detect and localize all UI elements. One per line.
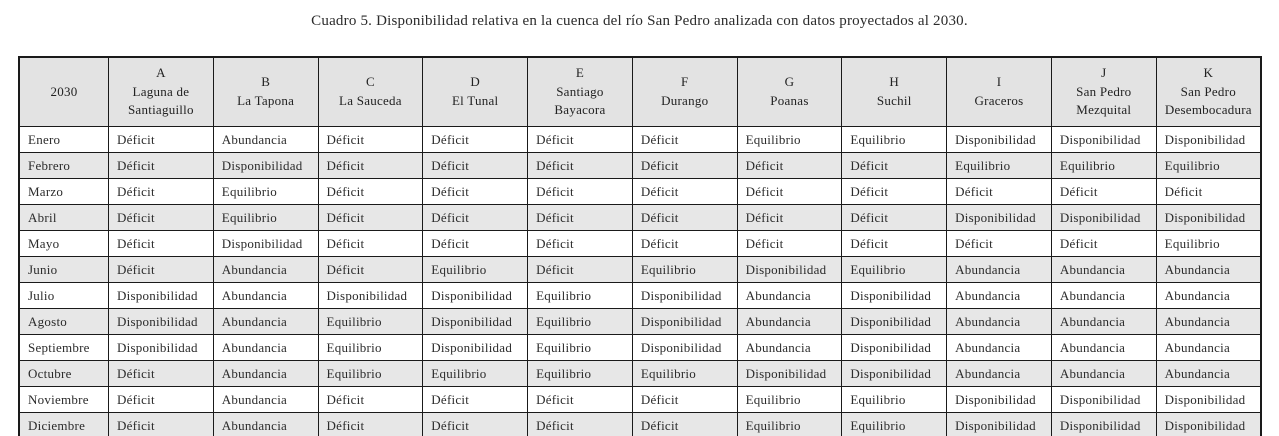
value-cell: Disponibilidad [947, 127, 1052, 153]
value-cell: Abundancia [737, 283, 842, 309]
value-cell: Equilibrio [737, 413, 842, 436]
value-cell: Abundancia [1051, 309, 1156, 335]
value-cell: Abundancia [1156, 309, 1261, 335]
value-cell: Déficit [318, 153, 423, 179]
value-cell: Abundancia [737, 309, 842, 335]
value-cell: Déficit [109, 257, 214, 283]
column-letter: H [889, 74, 900, 90]
column-letter: A [156, 64, 166, 80]
value-cell: Abundancia [947, 335, 1052, 361]
table-row [19, 153, 1261, 179]
value-cell: Déficit [109, 205, 214, 231]
column-letter: K [1203, 64, 1214, 80]
value-cell: Déficit [737, 153, 842, 179]
table-row [19, 309, 1261, 335]
value-cell: Déficit [842, 231, 947, 257]
header-row [19, 57, 1261, 127]
month-cell: Abril [19, 205, 109, 231]
month-cell: Febrero [19, 153, 109, 179]
value-cell: Abundancia [1156, 257, 1261, 283]
value-cell: Abundancia [1156, 283, 1261, 309]
month-cell: Octubre [19, 361, 109, 387]
column-letter: E [575, 64, 585, 80]
month-cell: Noviembre [19, 387, 109, 413]
value-cell: Déficit [109, 127, 214, 153]
value-cell: Abundancia [213, 257, 318, 283]
column-header-year: 2030 [19, 57, 109, 127]
column-letter: B [261, 74, 271, 90]
table-row [19, 335, 1261, 361]
value-cell: Déficit [842, 205, 947, 231]
column-name: Suchil [876, 93, 912, 108]
value-cell: Equilibrio [1156, 231, 1261, 257]
value-cell: Equilibrio [213, 179, 318, 205]
table-row [19, 231, 1261, 257]
value-cell: Déficit [318, 257, 423, 283]
value-cell: Déficit [109, 153, 214, 179]
month-cell: Junio [19, 257, 109, 283]
value-cell: Abundancia [213, 361, 318, 387]
value-cell: Abundancia [213, 413, 318, 436]
value-cell: Disponibilidad [842, 335, 947, 361]
value-cell: Disponibilidad [632, 309, 737, 335]
value-cell: Equilibrio [1156, 153, 1261, 179]
value-cell: Equilibrio [318, 335, 423, 361]
column-letter: F [680, 74, 689, 90]
value-cell: Déficit [528, 413, 633, 436]
value-cell: Disponibilidad [1051, 205, 1156, 231]
value-cell: Déficit [318, 127, 423, 153]
value-cell: Abundancia [1051, 257, 1156, 283]
value-cell: Déficit [528, 387, 633, 413]
value-cell: Equilibrio [423, 257, 528, 283]
value-cell: Equilibrio [318, 309, 423, 335]
column-letter: G [784, 74, 795, 90]
column-header-j [1051, 57, 1156, 127]
value-cell: Abundancia [947, 283, 1052, 309]
value-cell: Disponibilidad [213, 153, 318, 179]
column-header-i [947, 57, 1052, 127]
value-cell: Equilibrio [1051, 153, 1156, 179]
value-cell: Déficit [109, 179, 214, 205]
table-row [19, 127, 1261, 153]
value-cell: Equilibrio [842, 127, 947, 153]
value-cell: Disponibilidad [1051, 387, 1156, 413]
value-cell: Equilibrio [842, 413, 947, 436]
value-cell: Disponibilidad [213, 231, 318, 257]
value-cell: Déficit [528, 179, 633, 205]
value-cell: Equilibrio [842, 257, 947, 283]
value-cell: Déficit [423, 179, 528, 205]
value-cell: Disponibilidad [423, 335, 528, 361]
value-cell: Abundancia [213, 387, 318, 413]
value-cell: Déficit [423, 205, 528, 231]
value-cell: Equilibrio [737, 387, 842, 413]
value-cell: Déficit [318, 231, 423, 257]
value-cell: Déficit [632, 179, 737, 205]
column-name: Laguna de Santiaguillo [127, 83, 194, 118]
value-cell: Déficit [109, 361, 214, 387]
value-cell: Disponibilidad [632, 283, 737, 309]
value-cell: Déficit [632, 127, 737, 153]
column-header-b [213, 57, 318, 127]
value-cell: Disponibilidad [1156, 127, 1261, 153]
value-cell: Déficit [423, 127, 528, 153]
value-cell: Disponibilidad [109, 335, 214, 361]
value-cell: Disponibilidad [1156, 387, 1261, 413]
column-name: Durango [661, 93, 709, 108]
value-cell: Déficit [528, 231, 633, 257]
value-cell: Equilibrio [528, 361, 633, 387]
value-cell: Déficit [318, 413, 423, 436]
value-cell: Abundancia [947, 361, 1052, 387]
table-row [19, 387, 1261, 413]
month-cell: Mayo [19, 231, 109, 257]
value-cell: Déficit [737, 205, 842, 231]
column-header-g [737, 57, 842, 127]
value-cell: Abundancia [737, 335, 842, 361]
month-cell: Julio [19, 283, 109, 309]
column-header-d [423, 57, 528, 127]
value-cell: Déficit [632, 231, 737, 257]
value-cell: Déficit [423, 153, 528, 179]
value-cell: Déficit [1051, 231, 1156, 257]
column-name: La Sauceda [339, 93, 402, 108]
month-cell: Marzo [19, 179, 109, 205]
availability-table [18, 56, 1262, 436]
value-cell: Déficit [1051, 179, 1156, 205]
column-header-k [1156, 57, 1261, 127]
month-cell: Diciembre [19, 413, 109, 436]
value-cell: Déficit [528, 127, 633, 153]
value-cell: Déficit [528, 205, 633, 231]
value-cell: Déficit [109, 231, 214, 257]
column-header-h [842, 57, 947, 127]
value-cell: Déficit [947, 179, 1052, 205]
table-row [19, 413, 1261, 436]
table-row [19, 205, 1261, 231]
value-cell: Disponibilidad [947, 413, 1052, 436]
value-cell: Disponibilidad [1051, 413, 1156, 436]
column-header-a [109, 57, 214, 127]
value-cell: Equilibrio [737, 127, 842, 153]
column-header-e [528, 57, 633, 127]
column-letter: J [1101, 64, 1107, 80]
value-cell: Disponibilidad [737, 361, 842, 387]
column-name: Poanas [770, 93, 809, 108]
column-letter: C [365, 74, 375, 90]
value-cell: Déficit [109, 413, 214, 436]
value-cell: Abundancia [1051, 361, 1156, 387]
month-cell: Agosto [19, 309, 109, 335]
column-letter: D [470, 74, 480, 90]
value-cell: Disponibilidad [318, 283, 423, 309]
value-cell: Déficit [528, 153, 633, 179]
value-cell: Disponibilidad [1156, 205, 1261, 231]
value-cell: Disponibilidad [109, 283, 214, 309]
value-cell: Equilibrio [947, 153, 1052, 179]
value-cell: Abundancia [1051, 283, 1156, 309]
value-cell: Déficit [632, 205, 737, 231]
value-cell: Déficit [632, 413, 737, 436]
value-cell: Abundancia [213, 335, 318, 361]
column-header-c [318, 57, 423, 127]
value-cell: Disponibilidad [423, 283, 528, 309]
table-body [19, 127, 1261, 436]
table-header [19, 57, 1261, 127]
table-row [19, 257, 1261, 283]
value-cell: Equilibrio [528, 335, 633, 361]
value-cell: Déficit [632, 387, 737, 413]
table-row [19, 179, 1261, 205]
value-cell: Equilibrio [213, 205, 318, 231]
value-cell: Abundancia [213, 283, 318, 309]
value-cell: Equilibrio [318, 361, 423, 387]
value-cell: Déficit [842, 153, 947, 179]
value-cell: Déficit [947, 231, 1052, 257]
value-cell: Déficit [109, 387, 214, 413]
value-cell: Disponibilidad [842, 283, 947, 309]
value-cell: Disponibilidad [632, 335, 737, 361]
value-cell: Equilibrio [632, 257, 737, 283]
value-cell: Déficit [423, 413, 528, 436]
month-cell: Septiembre [19, 335, 109, 361]
value-cell: Disponibilidad [1051, 127, 1156, 153]
value-cell: Disponibilidad [947, 205, 1052, 231]
value-cell: Déficit [632, 153, 737, 179]
value-cell: Déficit [423, 387, 528, 413]
value-cell: Déficit [318, 387, 423, 413]
value-cell: Abundancia [1156, 335, 1261, 361]
value-cell: Disponibilidad [947, 387, 1052, 413]
value-cell: Abundancia [1051, 335, 1156, 361]
value-cell: Déficit [318, 179, 423, 205]
value-cell: Disponibilidad [1156, 413, 1261, 436]
month-cell: Enero [19, 127, 109, 153]
value-cell: Equilibrio [842, 387, 947, 413]
value-cell: Abundancia [1156, 361, 1261, 387]
column-name: La Tapona [237, 93, 295, 108]
value-cell: Equilibrio [528, 309, 633, 335]
column-name: Graceros [974, 93, 1024, 108]
column-name: El Tunal [451, 93, 499, 108]
value-cell: Déficit [318, 205, 423, 231]
column-header-f [632, 57, 737, 127]
value-cell: Déficit [1156, 179, 1261, 205]
value-cell: Abundancia [213, 309, 318, 335]
value-cell: Déficit [423, 231, 528, 257]
value-cell: Déficit [737, 179, 842, 205]
column-name: San Pedro Mezquital [1076, 83, 1132, 118]
value-cell: Disponibilidad [842, 361, 947, 387]
value-cell: Equilibrio [632, 361, 737, 387]
value-cell: Déficit [737, 231, 842, 257]
value-cell: Abundancia [947, 309, 1052, 335]
column-letter: I [996, 74, 1002, 90]
value-cell: Abundancia [947, 257, 1052, 283]
table-row [19, 361, 1261, 387]
value-cell: Disponibilidad [109, 309, 214, 335]
table-row [19, 283, 1261, 309]
value-cell: Abundancia [213, 127, 318, 153]
column-name: Santiago Bayacora [554, 83, 606, 118]
value-cell: Déficit [842, 179, 947, 205]
value-cell: Equilibrio [423, 361, 528, 387]
value-cell: Déficit [528, 257, 633, 283]
value-cell: Disponibilidad [737, 257, 842, 283]
column-name: San Pedro Desembocadura [1164, 83, 1252, 118]
table-title: Cuadro 5. Disponibilidad relativa en la cuenca del río San Pedro analizada con datos proyectados al 2030. [311, 13, 968, 29]
value-cell: Disponibilidad [423, 309, 528, 335]
value-cell: Equilibrio [528, 283, 633, 309]
value-cell: Disponibilidad [842, 309, 947, 335]
